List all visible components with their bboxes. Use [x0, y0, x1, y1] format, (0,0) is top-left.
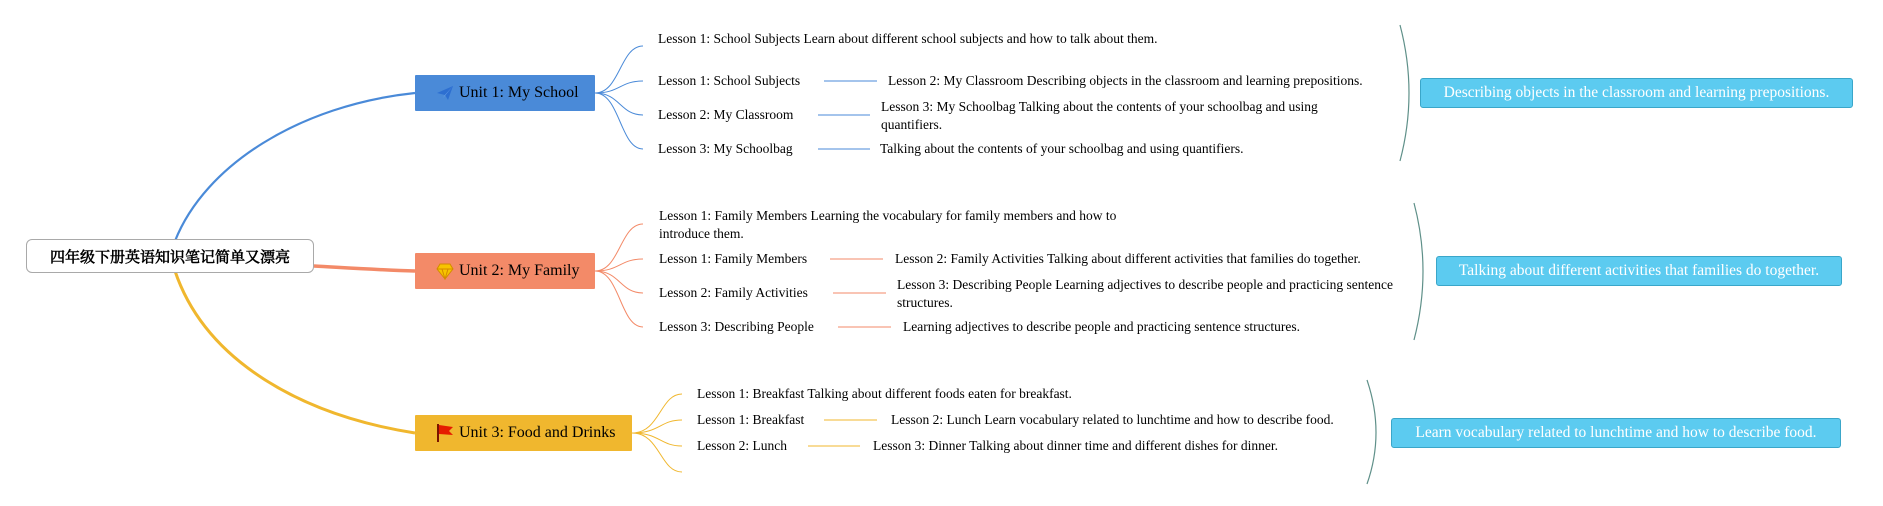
- paper-plane-icon: [435, 83, 455, 103]
- unit3-lesson2[interactable]: Lesson 2: Lunch: [697, 438, 787, 453]
- unit2-lesson2[interactable]: Lesson 2: Family Activities: [659, 285, 808, 300]
- unit1-topic[interactable]: [415, 75, 595, 111]
- unit3-lesson1[interactable]: Lesson 1: Breakfast: [697, 412, 805, 427]
- unit3-title: Unit 3: Food and Drinks: [459, 424, 616, 441]
- unit2-lesson3[interactable]: Lesson 3: Describing People: [659, 319, 814, 334]
- unit1-intro[interactable]: Lesson 1: School Subjects Learn about different school subjects and how to talk about them.: [658, 31, 1158, 46]
- unit1-lesson1-detail[interactable]: Lesson 2: My Classroom Describing objects in the classroom and learning prepositions.: [888, 73, 1363, 88]
- unit3-branches: [632, 394, 877, 472]
- unit3-lesson2-detail[interactable]: Lesson 3: Dinner Talking about dinner time and different dishes for dinner.: [873, 438, 1278, 453]
- unit2-lesson1[interactable]: Lesson 1: Family Members: [659, 251, 808, 266]
- unit1-branches: [595, 46, 877, 149]
- summary-brackets: [1367, 25, 1423, 484]
- root-to-unit1-link: [175, 93, 415, 241]
- unit3-lesson1-detail[interactable]: Lesson 2: Lunch Learn vocabulary related to lunchtime and how to describe food.: [891, 412, 1334, 427]
- root-to-unit3-link: [175, 271, 415, 433]
- unit1-lesson3[interactable]: Lesson 3: My Schoolbag: [658, 141, 793, 156]
- unit1-lesson3-detail[interactable]: Talking about the contents of your schoolbag and using quantifiers.: [880, 141, 1244, 156]
- unit1-lesson2-detail[interactable]: Lesson 3: My Schoolbag Talking about the contents of your schoolbag and using quantifiers.: [881, 99, 1318, 132]
- unit3-intro[interactable]: Lesson 1: Breakfast Talking about different foods eaten for breakfast.: [697, 386, 1072, 401]
- unit2-bracket: [1414, 203, 1423, 340]
- unit2-lesson3-detail[interactable]: Learning adjectives to describe people and practicing sentence structures.: [903, 319, 1300, 334]
- unit3-topic[interactable]: [415, 415, 632, 451]
- unit3-summary[interactable]: Learn vocabulary related to lunchtime and how to describe food.: [1391, 418, 1841, 448]
- unit2-summary[interactable]: Talking about different activities that families do together.: [1436, 256, 1842, 286]
- diamond-icon: [435, 261, 455, 281]
- root-topic[interactable]: 四年级下册英语知识笔记简单又漂亮: [26, 239, 314, 273]
- unit2-title: Unit 2: My Family: [459, 262, 580, 279]
- unit2-topic[interactable]: [415, 253, 595, 289]
- unit2-lesson1-detail[interactable]: Lesson 2: Family Activities Talking about different activities that families do together.: [895, 251, 1361, 266]
- unit1-bracket: [1400, 25, 1409, 161]
- unit1-summary[interactable]: Describing objects in the classroom and learning prepositions.: [1420, 78, 1853, 108]
- unit1-lesson1[interactable]: Lesson 1: School Subjects: [658, 73, 801, 88]
- unit2-lesson2-detail[interactable]: Lesson 3: Describing People Learning adjectives to describe people and practicing sentence structures.: [897, 277, 1393, 310]
- flag-icon: [435, 423, 455, 443]
- unit1-lesson2[interactable]: Lesson 2: My Classroom: [658, 107, 794, 122]
- unit3-bracket: [1367, 380, 1376, 484]
- unit1-title: Unit 1: My School: [459, 84, 579, 101]
- root-to-unit2-link: [314, 266, 415, 271]
- unit2-intro[interactable]: Lesson 1: Family Members Learning the vocabulary for family members and how to introduce them.: [659, 208, 1117, 241]
